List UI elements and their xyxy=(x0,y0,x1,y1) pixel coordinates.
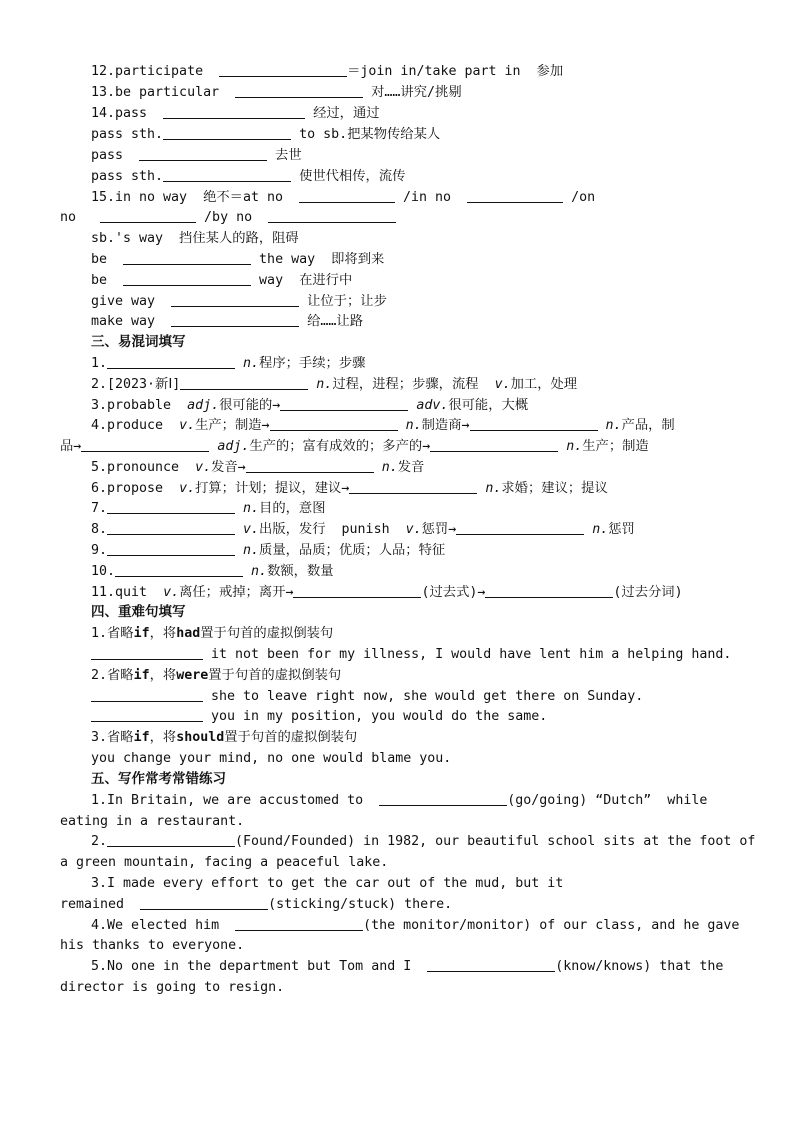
item-text: to sb.把某物传给某人 xyxy=(291,127,441,142)
section-4-heading: 四、重难句填写 xyxy=(91,604,186,620)
blank[interactable] xyxy=(379,791,507,806)
part-of-speech: adv. xyxy=(408,398,449,413)
blank[interactable] xyxy=(115,562,243,577)
item-text: (过去分词) xyxy=(613,585,683,600)
section-5-heading: 五、写作常考常错练习 xyxy=(91,771,226,787)
blank[interactable] xyxy=(91,687,203,702)
blank[interactable] xyxy=(299,188,395,203)
blank[interactable] xyxy=(107,499,235,514)
item-14-pass-down xyxy=(60,166,734,187)
item-text: 4.produce xyxy=(91,418,180,433)
item-text: 制造商→ xyxy=(421,418,470,433)
item-text: 13.be particular xyxy=(91,85,228,100)
item-text: /in no xyxy=(395,190,460,205)
item-text: 2.[2023·新Ⅰ] xyxy=(91,377,181,392)
writing-3: 3.I made every effort to get the car out of the mud, but it xyxy=(91,876,564,891)
item-text: it not been for my illness, I would have lent him a helping hand. xyxy=(203,647,732,662)
item-15-make-way xyxy=(60,311,734,332)
item-text: 出版，发行 punish xyxy=(259,522,406,537)
item-text: no xyxy=(60,210,85,225)
item-text: 质量，品质；优质；人品；特征 xyxy=(259,543,446,558)
part-of-speech: v. xyxy=(179,418,196,433)
section-3-heading: 三、易混词填写 xyxy=(91,334,186,350)
item-text: 置于句首的虚拟倒装句 xyxy=(224,730,358,745)
blank[interactable] xyxy=(163,125,291,140)
keyword: were xyxy=(176,668,209,683)
item-text: 2. xyxy=(91,834,108,849)
blank[interactable] xyxy=(235,916,363,931)
blank[interactable] xyxy=(246,458,374,473)
item-text: 生产；制造 xyxy=(582,439,649,454)
item-text: 5.No one in the department but Tom and I xyxy=(91,959,428,974)
item-15-on-the-way xyxy=(60,249,734,270)
confusable-9 xyxy=(60,540,734,561)
item-text: 很可能，大概 xyxy=(448,398,529,413)
item-text: 惩罚→ xyxy=(421,522,457,537)
blank[interactable] xyxy=(107,354,235,369)
item-text: 品→ xyxy=(60,439,82,454)
item-text: pass sth. xyxy=(91,127,164,142)
item-text: the way 即将到来 xyxy=(251,252,385,267)
confusable-11 xyxy=(60,582,734,603)
blank[interactable] xyxy=(107,541,235,556)
confusable-4 xyxy=(60,415,734,436)
item-text: 1.In Britain, we are accustomed to xyxy=(91,793,380,808)
item-text: 使世代相传，流传 xyxy=(291,169,406,184)
item-text: 发音→ xyxy=(211,460,246,475)
part-of-speech: v. xyxy=(179,481,196,496)
item-text: 给……让路 xyxy=(299,314,363,329)
part-of-speech: n. xyxy=(584,522,609,537)
item-text: way 在进行中 xyxy=(251,273,353,288)
item-text: sb.'s way 挡住某人的路，阻碍 xyxy=(91,231,299,246)
item-text: 6.propose xyxy=(91,481,180,496)
blank[interactable] xyxy=(430,437,558,452)
blank[interactable] xyxy=(485,583,613,598)
sentence-2a xyxy=(60,686,734,707)
writing-1 xyxy=(60,790,734,811)
item-text: 4.We elected him xyxy=(91,918,236,933)
sentence-rule-1 xyxy=(60,623,734,644)
item-text: 15.in no way 绝不＝at no xyxy=(91,190,291,205)
blank[interactable] xyxy=(123,271,251,286)
part-of-speech: v. xyxy=(163,585,180,600)
part-of-speech: n. xyxy=(597,418,622,433)
item-text: 数额，数量 xyxy=(267,564,334,579)
item-14 xyxy=(60,103,734,124)
item-text: (know/knows) that the xyxy=(555,959,724,974)
writing-2-cont: a green mountain, facing a peaceful lake. xyxy=(60,855,389,870)
writing-5 xyxy=(60,956,734,977)
writing-2 xyxy=(60,831,756,852)
item-text: ＝join in/take part in 参加 xyxy=(347,64,564,79)
item-12 xyxy=(60,61,734,82)
blank[interactable] xyxy=(107,832,235,847)
item-text: 生产；制造→ xyxy=(195,418,270,433)
confusable-2 xyxy=(60,374,734,395)
item-text: 1. xyxy=(91,356,108,371)
blank[interactable] xyxy=(235,83,363,98)
item-text: 加工，处理 xyxy=(510,377,578,392)
blank[interactable] xyxy=(293,583,421,598)
item-text: 打算；计划；提议，建议→ xyxy=(195,481,350,496)
keyword: should xyxy=(176,730,225,745)
part-of-speech: n. xyxy=(235,501,260,516)
item-text: 7. xyxy=(91,501,108,516)
item-text: /on xyxy=(563,190,596,205)
item-text: 14.pass xyxy=(91,106,156,121)
blank[interactable] xyxy=(139,146,267,161)
item-text: be xyxy=(91,252,116,267)
sentence-2b xyxy=(60,706,734,727)
part-of-speech: n. xyxy=(397,418,422,433)
confusable-1 xyxy=(60,353,734,374)
item-text: (sticking/stuck) there. xyxy=(268,897,453,912)
item-text: 让位于；让步 xyxy=(299,294,387,309)
blank[interactable] xyxy=(280,396,408,411)
writing-4 xyxy=(60,915,740,936)
item-text: ，将 xyxy=(149,730,177,745)
item-text: you change your mind, no one would blame you. xyxy=(91,751,452,766)
keyword: had xyxy=(176,626,201,641)
item-14-pass-to xyxy=(60,124,734,145)
item-text: 去世 xyxy=(267,148,302,163)
item-text: 对……讲究/挑剔 xyxy=(363,85,462,100)
item-text: remained xyxy=(60,897,141,912)
blank[interactable] xyxy=(123,250,251,265)
item-text: 产品，制 xyxy=(621,418,675,433)
writing-5-cont: director is going to resign. xyxy=(60,980,285,995)
part-of-speech: adj. xyxy=(187,398,220,413)
item-15-give-way xyxy=(60,291,734,312)
blank[interactable] xyxy=(467,188,563,203)
item-text: 12.participate xyxy=(91,64,212,79)
part-of-speech: v. xyxy=(195,460,212,475)
part-of-speech: n. xyxy=(235,543,260,558)
item-text: she to leave right now, she would get there on Sunday. xyxy=(203,689,644,704)
item-15-cont xyxy=(60,207,734,228)
item-text: 3.probable xyxy=(91,398,188,413)
part-of-speech: n. xyxy=(373,460,398,475)
item-text: be xyxy=(91,273,116,288)
confusable-5 xyxy=(60,457,734,478)
part-of-speech: v. xyxy=(405,522,422,537)
part-of-speech: n. xyxy=(243,564,268,579)
item-text: 目的，意图 xyxy=(259,501,326,516)
blank[interactable] xyxy=(219,62,347,77)
confusable-4-cont xyxy=(60,436,734,457)
blank[interactable] xyxy=(171,312,299,327)
item-text: 3.省略 xyxy=(91,730,134,745)
item-text: 惩罚 xyxy=(608,522,635,537)
keyword: if xyxy=(133,730,150,745)
blank[interactable] xyxy=(171,292,299,307)
blank[interactable] xyxy=(427,957,555,972)
part-of-speech: v. xyxy=(235,522,260,537)
item-text: (go/going) “Dutch” while xyxy=(507,793,708,808)
blank[interactable] xyxy=(180,375,308,390)
blank[interactable] xyxy=(470,416,598,431)
item-text: 发音 xyxy=(397,460,425,475)
blank[interactable] xyxy=(107,520,235,535)
confusable-8 xyxy=(60,519,734,540)
part-of-speech: n. xyxy=(558,439,583,454)
item-text: 5.pronounce xyxy=(91,460,196,475)
item-text: 2.省略 xyxy=(91,668,134,683)
item-15 xyxy=(60,187,734,208)
item-text: 生产的；富有成效的；多产的→ xyxy=(249,439,431,454)
part-of-speech: n. xyxy=(235,356,260,371)
item-text: 10. xyxy=(91,564,116,579)
item-text: /by no xyxy=(196,210,261,225)
item-text: give way xyxy=(91,294,164,309)
item-text: 程序；手续；步骤 xyxy=(259,356,366,371)
sentence-1 xyxy=(60,644,734,665)
item-15-block xyxy=(60,228,734,249)
blank[interactable] xyxy=(91,707,203,722)
blank[interactable] xyxy=(163,167,291,182)
part-of-speech: v. xyxy=(494,377,511,392)
item-text: ，将 xyxy=(149,668,177,683)
item-text: make way xyxy=(91,314,164,329)
item-text: 经过，通过 xyxy=(305,106,380,121)
item-text: you in my position, you would do the same. xyxy=(203,709,548,724)
sentence-rule-3 xyxy=(60,727,734,748)
item-text: pass sth. xyxy=(91,169,164,184)
item-14-pass-away xyxy=(60,145,734,166)
sentence-rule-2 xyxy=(60,665,734,686)
blank[interactable] xyxy=(270,416,398,431)
confusable-10 xyxy=(60,561,734,582)
item-text: 11.quit xyxy=(91,585,164,600)
blank[interactable] xyxy=(163,104,305,119)
item-text: 离任；戒掉；离开→ xyxy=(179,585,294,600)
confusable-7 xyxy=(60,498,734,519)
writing-1-cont: eating in a restaurant. xyxy=(60,814,245,829)
blank[interactable] xyxy=(456,520,584,535)
writing-4-cont: his thanks to everyone. xyxy=(60,938,245,953)
item-text: 1.省略 xyxy=(91,626,134,641)
item-text: 置于句首的虚拟倒装句 xyxy=(208,668,342,683)
keyword: if xyxy=(133,668,150,683)
part-of-speech: n. xyxy=(477,481,502,496)
item-text: ，将 xyxy=(149,626,177,641)
part-of-speech: n. xyxy=(308,377,333,392)
item-13 xyxy=(60,82,734,103)
item-text: 9. xyxy=(91,543,108,558)
part-of-speech: adj. xyxy=(209,439,250,454)
item-text: 8. xyxy=(91,522,108,537)
blank[interactable] xyxy=(100,208,196,223)
blank[interactable] xyxy=(268,208,396,223)
blank[interactable] xyxy=(81,437,209,452)
confusable-3 xyxy=(60,395,734,416)
item-text: pass xyxy=(91,148,132,163)
confusable-6 xyxy=(60,478,734,499)
item-text: 求婚；建议；提议 xyxy=(501,481,608,496)
blank[interactable] xyxy=(140,895,268,910)
item-text: 置于句首的虚拟倒装句 xyxy=(200,626,334,641)
writing-3-cont xyxy=(60,894,734,915)
item-text: 过程，进程；步骤，流程 xyxy=(332,377,495,392)
item-text: 很可能的→ xyxy=(219,398,281,413)
item-text: (Found/Founded) in 1982, our beautiful school sits at the foot of xyxy=(235,834,756,849)
blank[interactable] xyxy=(349,479,477,494)
item-text: (the monitor/monitor) of our class, and he gave xyxy=(363,918,740,933)
blank[interactable] xyxy=(91,645,203,660)
keyword: if xyxy=(133,626,150,641)
item-text: (过去式)→ xyxy=(421,585,486,600)
sentence-3 xyxy=(60,748,734,769)
item-15-under-way xyxy=(60,270,734,291)
